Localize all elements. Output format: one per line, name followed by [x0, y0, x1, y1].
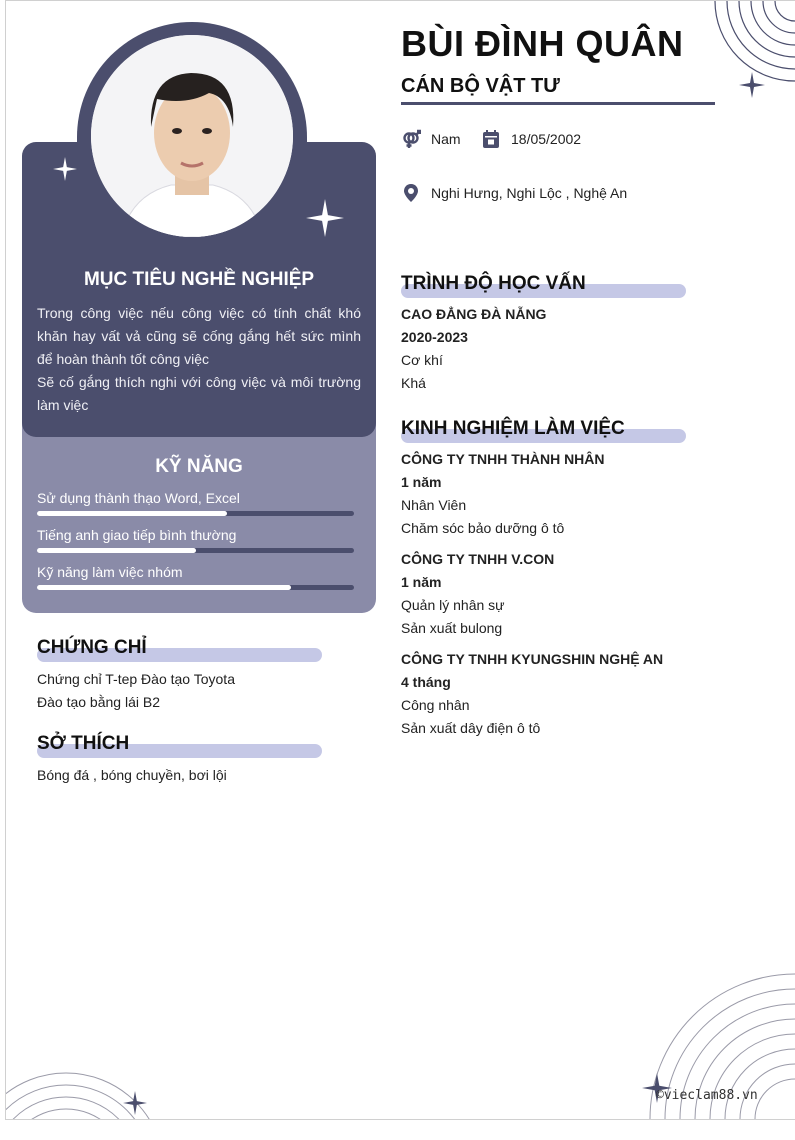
objective-paragraph: Sẽ cố gắng thích nghi với công việc và môi trường làm việc	[37, 374, 361, 413]
hobbies-title: SỞ THÍCH	[37, 733, 130, 754]
company-name: CÔNG TY TNHH THÀNH NHÂN	[401, 451, 605, 467]
job-description: Sản xuất dây điện ô tô	[401, 720, 541, 736]
resume-page	[5, 0, 795, 1120]
birthdate-value: 18/05/2002	[511, 131, 582, 147]
divider	[401, 102, 715, 105]
job-position: Quản lý nhân sự	[401, 597, 505, 613]
sparkle-icon	[306, 199, 344, 237]
skill-item	[37, 564, 354, 590]
skill-bar-fill	[37, 548, 196, 553]
skill-bar-track	[37, 511, 354, 516]
birthdate-info	[481, 129, 581, 149]
job-description: Sản xuất bulong	[401, 620, 503, 636]
company-name: CÔNG TY TNHH V.CON	[401, 551, 555, 567]
skill-bar-track	[37, 548, 354, 553]
calendar-icon	[481, 129, 501, 149]
education-title: TRÌNH ĐỘ HỌC VẤN	[401, 273, 586, 294]
hobbies-text: Bóng đá , bóng chuyền, bơi lội	[37, 767, 227, 783]
education-grade: Khá	[401, 375, 426, 391]
avatar	[91, 35, 293, 237]
sparkle-icon	[739, 72, 765, 98]
skill-label: Tiếng anh giao tiếp bình thường	[37, 527, 237, 543]
sparkle-icon	[53, 157, 77, 181]
skill-label: Kỹ năng làm việc nhóm	[37, 564, 183, 580]
gender-info	[401, 129, 461, 149]
skill-item	[37, 527, 354, 553]
gender-icon	[401, 129, 421, 149]
objective-text	[37, 302, 361, 417]
gender-value: Nam	[431, 131, 461, 147]
education-years: 2020-2023	[401, 329, 468, 345]
certificates-title: CHỨNG CHỈ	[37, 637, 147, 658]
school-name: CAO ĐẲNG ĐÀ NẴNG	[401, 306, 547, 322]
job-description: Chăm sóc bảo dưỡng ô tô	[401, 520, 565, 536]
objective-paragraph: Trong công việc nếu công việc có tính chất khó khăn hay vất vả cũng sẽ cống gắng hết sức mình để hoàn thành tốt công việc	[37, 305, 361, 367]
skill-label: Sử dụng thành thạo Word, Excel	[37, 490, 240, 506]
certificate-item: Chứng chỉ T-tep Đào tạo Toyota	[37, 671, 235, 687]
company-name: CÔNG TY TNHH KYUNGSHIN NGHỆ AN	[401, 651, 664, 667]
skill-bar-track	[37, 585, 354, 590]
job-title: CÁN BỘ VẬT TƯ	[401, 75, 560, 97]
job-position: Nhân Viên	[401, 497, 467, 513]
skills-title: KỸ NĂNG	[155, 456, 243, 477]
location-icon	[401, 183, 421, 203]
skill-bar-fill	[37, 585, 291, 590]
job-duration: 1 năm	[401, 474, 442, 490]
education-major: Cơ khí	[401, 352, 443, 368]
objective-title: MỤC TIÊU NGHỀ NGHIỆP	[83, 269, 315, 290]
certificate-item: Đào tạo bằng lái B2	[37, 694, 160, 710]
candidate-name: BÙI ĐÌNH QUÂN	[401, 23, 684, 64]
job-position: Công nhân	[401, 697, 470, 713]
address-info	[401, 183, 627, 203]
address-value: Nghi Hưng, Nghi Lộc , Nghệ An	[431, 185, 628, 201]
skill-bar-fill	[37, 511, 227, 516]
job-duration: 4 tháng	[401, 674, 451, 690]
job-duration: 1 năm	[401, 574, 442, 590]
skill-item	[37, 490, 354, 516]
watermark: ©vieclam88.vn	[656, 1088, 758, 1103]
sparkle-icon	[123, 1091, 147, 1115]
experience-title: KINH NGHIỆM LÀM VIỆC	[401, 418, 625, 439]
